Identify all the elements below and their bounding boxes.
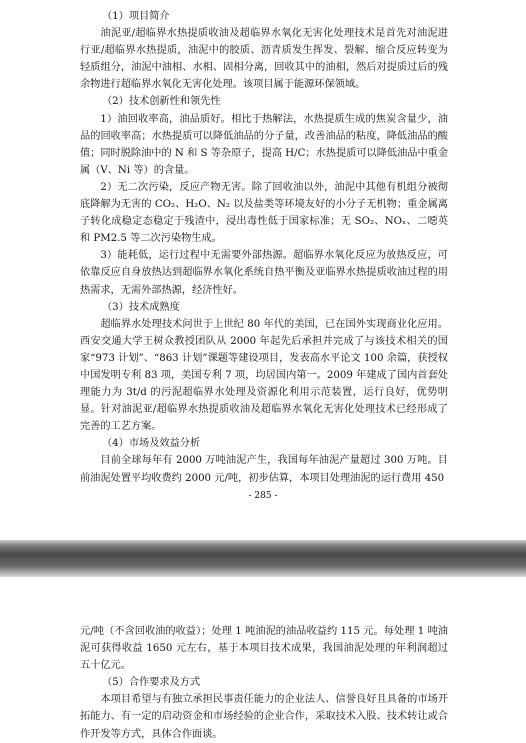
document-page-286 <box>0 577 526 739</box>
section-heading-maturity: （3）技术成熟度 <box>102 301 180 313</box>
page-number: - 285 - <box>248 491 278 501</box>
section-heading-market: （4）市场及效益分析 <box>102 438 201 450</box>
paragraph-market: 目前全球每年有 2000 万吨油泥产生，我国每年油泥产量超过 300 万吨。目前油泥处置平均收费约 2000 元/吨，初步估算，本项目处理油泥的运行费用 450 <box>80 455 448 484</box>
paragraph-market-continued: 元/吨（不含回收油的收益）；处理 1 吨油泥的油品收益约 115 元。每处理 1 吨油泥可获得收益 1650 元左右，基于本项目技术成果，我国油泥处理的年利润超过五十亿元。 <box>80 626 448 672</box>
paragraph-project-intro: 油泥亚/超临界水热提质收油及超临界水氧化无害化处理技术是首先对油泥进行亚/超临界水热提质，油泥中的胶质、沥青质发生挥发、裂解、缩合反应转变为轻质组分，油泥中油相、水相、固相分离，回收其中的油相，然后对提质过后的残余物进行超临界水氧化无害化处理。该项目属于能源环保领域。 <box>80 28 448 91</box>
paragraph-maturity: 超临界水处理技术问世于上世纪 80 年代的美国，已在国外实现商业化应用。西安交通大学王树众教授团队从 2000 年起先后承担并完成了与该技术相关的国家“973 计划”、“863 计划”课题等建设项目，发表高水平论文 100 余篇，获授权中国发明专利 83 项，美国专利 7 项，均居国内第一。2009 年建成了国内首套处理能力为 3t/d 的污泥超临界水处理及资源化利用示范装置，运行良好，优势明显。针对油泥亚/超临界水热提质收油及超临界水氧化无害化处理技术已经形成了完善的工艺方案。 <box>80 318 448 433</box>
page-text-body <box>80 8 448 487</box>
section-heading-project-intro: （1）项目简介 <box>102 11 170 22</box>
paragraph-cooperation: 本项目希望与有独立承担民事责任能力的企业法人、信誉良好且具备的市场开拓能力、有一定的启动资金和市场经验的企业合作，采取技术入股、技术转让或合作开发等方式，具体合作面谈。 <box>80 694 448 740</box>
paragraph-innovation-3: 3）能耗低，运行过程中无需要外部热源。超临界水氧化反应为放热反应，可依靠反应自身放热达到超临界水氧化系统自热平衡及亚临界水热提质收油过程的用热需求，无需外部热源，经济性好。 <box>80 250 448 296</box>
paragraph-innovation-2: 2）无二次污染，反应产物无害。除了回收油以外，油泥中其他有机组分被彻底降解为无害的 CO₂、H₂O、N₂ 以及盐类等环境友好的小分子无机物；重金属离子转化成稳定态稳定于残渣中，浸出毒性低于国家标准；无 SO₂、NOₓ、二噁英和 PM2.5 等二次污染物生成。 <box>80 181 448 245</box>
section-heading-innovation: （2）技术创新性和领先性 <box>102 96 221 108</box>
paragraph-innovation-1: 1）油回收率高，油品质好。相比于热解法，水热提质生成的焦炭含量少，油品的回收率高；水热提质可以降低油品的分子量，改善油品的粘度，降低油品的酸值；同时脱除油中的 N 和 S 等杂原子，提高 H/C；水热提质可以降低油品中重金属（V、Ni 等）的含量。 <box>80 113 449 176</box>
section-heading-cooperation: （5）合作要求及方式 <box>102 677 201 689</box>
page-text-body <box>80 623 448 743</box>
page-separator <box>0 540 526 577</box>
